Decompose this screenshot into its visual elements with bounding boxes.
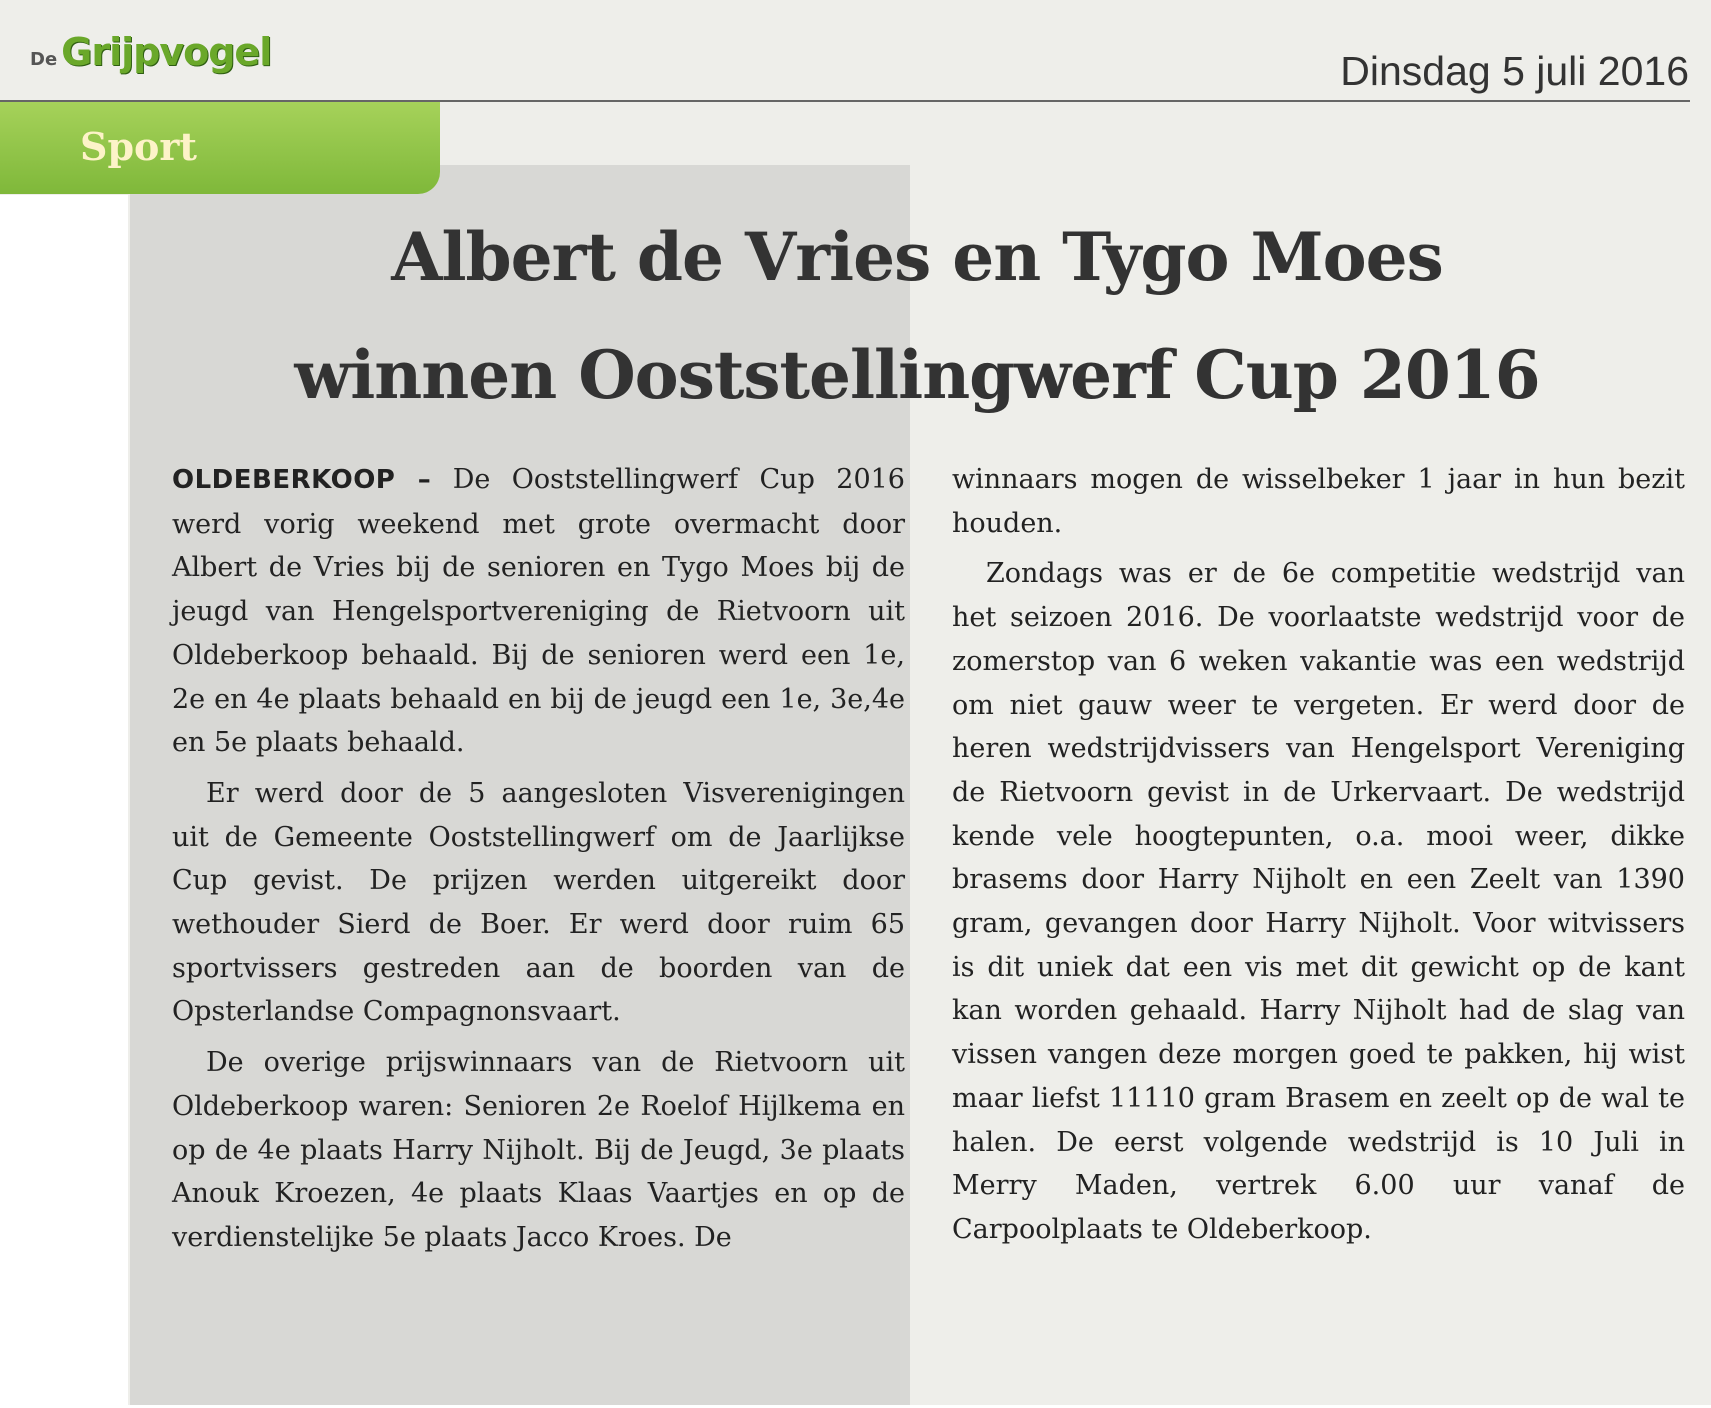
article-headline <box>172 198 1662 434</box>
section-tab <box>0 102 440 194</box>
logo-prefix: De <box>30 49 58 70</box>
dateline: OLDEBERKOOP – <box>172 465 432 495</box>
paragraph-3-continued: winnaars mogen de wisselbeker 1 jaar in hun bezit houden. <box>952 464 1685 539</box>
page-margin <box>0 195 128 1408</box>
headline-line-1: Albert de Vries en Tygo Moes <box>391 218 1443 296</box>
paragraph-4: Zondags was er de 6e competitie wedstrijd van het seizoen 2016. De voorlaatste wedstrijd voor de zomerstop van 6 weken vakantie was een wedstrijd om niet gauw weer te vergeten. Er werd door de heren wedstrijdvissers van Hengelsport Vereniging de Rietvoorn gevist in de Urkervaart. De wedstrijd kende vele hoogtepunten, o.a. mooi weer, dikke brasems door Harry Nijholt en een Zeelt van 1390 gram, gevangen door Harry Nijholt. Voor witvissers is dit uniek dat een vis met dit gewicht op de kant kan worden gehaald. Harry Nijholt had de slag van vissen vangen deze morgen goed te pakken, hij wist maar liefst 11110 gram Brasem en zeelt op de wal te halen. De eerst volgende wedstrijd is 10 Juli in Merry Maden, vertrek 6.00 uur vanaf de Carpoolplaats te Oldeberkoop. <box>952 558 1685 1245</box>
article-column-right <box>952 458 1685 1252</box>
article-column-left <box>172 458 905 1260</box>
issue-date: Dinsdag 5 juli 2016 <box>1340 48 1689 94</box>
section-label: Sport <box>80 124 197 169</box>
paragraph-2: Er werd door de 5 aangesloten Visverenigingen uit de Gemeente Ooststellingwerf om de Jaarlijkse Cup gevist. De prijzen werden uitgereikt door wethouder Sierd de Boer. Er werd door ruim 65 sportvissers gestreden aan de boorden van de Opsterlandse Compagnonsvaart. <box>172 777 905 1028</box>
paragraph-3: De overige prijswinnaars van de Rietvoorn uit Oldeberkoop waren: Senioren 2e Roelof Hijlkema en op de 4e plaats Harry Nijholt. Bij de Jeugd, 3e plaats Anouk Kroezen, 4e plaats Klaas Vaartjes en op de verdienstelijke 5e plaats Jacco Kroes. De <box>172 1047 905 1253</box>
newspaper-logo: Grijpvogel <box>61 30 272 74</box>
masthead <box>30 30 271 80</box>
paragraph-1 <box>172 458 905 765</box>
headline-line-2: winnen Ooststellingwerf Cup 2016 <box>294 336 1540 414</box>
paragraph-1-text: De Ooststellingwerf Cup 2016 werd vorig weekend met grote overmacht door Albert de Vries bij de senioren en Tygo Moes bij de jeugd van Hengelsportvereniging de Rietvoorn uit Oldeberkoop behaald. Bij de senioren werd een 1e, 2e en 4e plaats behaald en bij de jeugd een 1e, 3e,4e en 5e plaats behaald. <box>172 464 905 759</box>
